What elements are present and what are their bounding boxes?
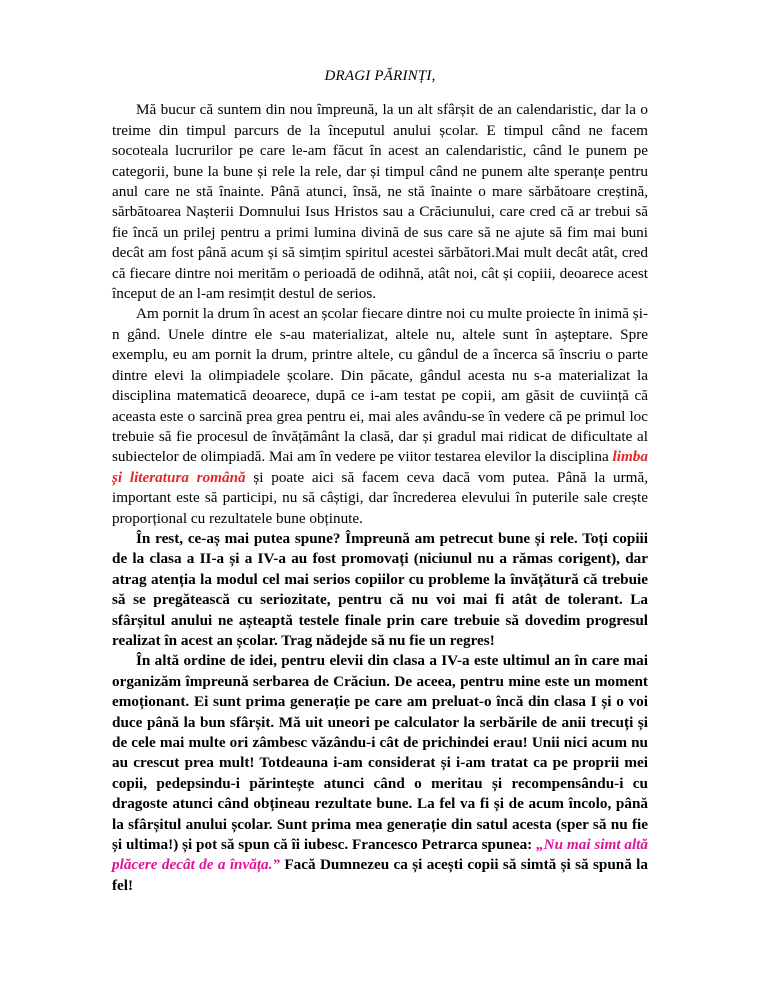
paragraph-2 (112, 304, 648, 528)
paragraph-2-text-after: și poate aici să facem ceva dacă vom putea. Până la urmă, important este să participi, nu să câștigi, dar încrederea elevului în puterile sale crește proporțional cu rezultatele bune obținute. (112, 468, 648, 527)
letter-title: DRAGI PĂRINȚI, (324, 68, 436, 84)
subject-highlight: limba și literatura română (112, 448, 648, 486)
paragraph-3: În rest, ce-aș mai putea spune? Împreună am petrecut bune și rele. Toți copiii de la clasa a II-a și a IV-a au fost promovați (niciunul nu a rămas corigent), dar atrag atenția la modul cel mai serios copiilor cu probleme la învățătură că trebuie să se pregătească cu seriozitate, pentru că nu voi mai fi atât de tolerant. La sfârșitul anului ne așteaptă testele finale prin care trebuie să dovedim progresul realizat în acest an școlar. Trag nădejde să nu fie un regres! (112, 529, 648, 649)
petrarca-quote: „Nu mai simt altă plăcere decât de a învăța.” (112, 836, 648, 874)
letter-page (112, 66, 648, 896)
paragraph-4-text-before: În altă ordine de idei, pentru elevii din clasa a IV-a este ultimul an în care mai organizăm împreună serbarea de Crăciun. De aceea, pentru mine este un moment emoționant. Ei sunt prima generație pe care am preluat-o încă din clasa I și o voi duce până la bun sfârșit. Mă uit uneori pe calculator la serbările de anii trecuți și de cele mai multe ori zâmbesc văzându-i cât de prichindei erau! Unii nici acum nu au crescut prea mult! Totdeauna i-am considerat și i-am tratat ca pe proprii mei copii, pedepsindu-i părintește atunci când o meritau și recompensându-i cu dragoste atunci când obțineau rezultate bune. La fel va fi și de acum încolo, până la sfârșitul anului școlar. Sunt prima mea generație din satul acesta (sper să nu fie și ultima!) și pot să spun că îi iubesc. Francesco Petrarca spunea: (112, 652, 648, 854)
paragraph-2-text-before: Am pornit la drum în acest an școlar fiecare dintre noi cu multe proiecte în inimă și-n gând. Unele dintre ele s-au materializat, altele nu, altele sunt în așteptare. Spre exemplu, eu am pornit la drum, printre altele, cu gândul de a încerca să înscriu o parte dintre elevi la olimpiadele școlare. Din păcate, gândul acesta nu s-a materializat la disciplina matematică deoarece, după ce i-am testat pe copii, am găsit de cuviință că aceasta este o sarcină prea grea pentru ei, mai ales avându-se în vedere că pe primul loc trebuie să fie procesul de învățământ la clasă, dar și gradul mai ridicat de dificultate al subiectelor de olimpiadă. Mai am în vedere pe viitor testarea elevilor la disciplina (112, 305, 648, 466)
paragraph-1: Mă bucur că suntem din nou împreună, la un alt sfârșit de an calendaristic, dar la o treime din timpul parcurs de la începutul anului școlar. E timpul când ne facem socoteala lucrurilor pe care le-am făcut în acest an calendaristic, când le punem pe categorii, bune la bune și rele la rele, dar și timpul când ne punem alte speranțe pentru anul care ne stă înainte. Până atunci, însă, ne stă înainte o mare sărbătoare creștină, sărbătoarea Nașterii Domnului Isus Hristos sau a Crăciunului, care cred că ar trebui să fie încă un prilej pentru a primi lumina divină de sus care să ne ajute să fim mai buni decât am fost până acum și să simțim spiritul acestei sărbători.Mai mult decât atât, cred că fiecare dintre noi merităm o perioadă de odihnă, atât noi, cât și copiii, deoarece acest început de an l-am resimțit destul de serios. (112, 101, 648, 303)
paragraph-4 (112, 651, 648, 896)
paragraph-4-text-after: Facă Dumnezeu ca și acești copii să simtă și să spună la fel! (112, 856, 648, 894)
